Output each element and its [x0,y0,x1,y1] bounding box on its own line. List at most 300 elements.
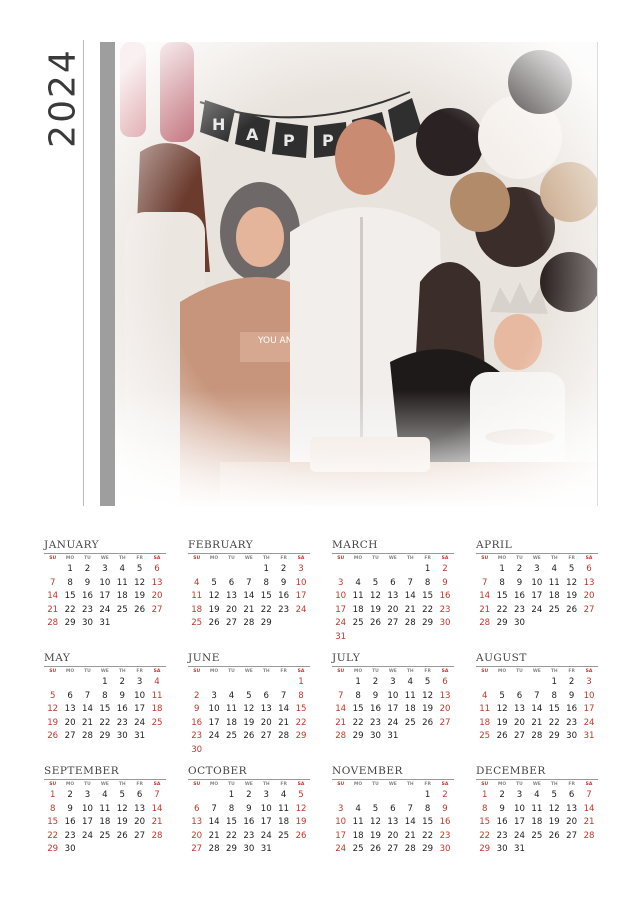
day-cell [188,563,205,577]
day-cell: 3 [586,677,592,687]
weekday-label: MO [497,782,507,787]
day-cell: 4 [355,803,361,814]
day-cell: 20 [583,591,595,602]
day-cell: 8 [102,690,108,701]
day-cell: 18 [531,817,543,828]
day-cell: 12 [422,690,434,701]
day-cell: 13 [439,690,451,701]
day-cell: 2 [193,690,200,701]
week-row [44,717,166,731]
day-cell: 9 [516,577,523,588]
day-cell [419,730,436,744]
day-cell: 18 [116,591,128,602]
weekday-label: TU [228,556,235,561]
day-cell: 11 [191,591,203,602]
week-row [476,590,598,604]
day-cell: 11 [479,704,491,715]
day-cell: 23 [191,731,203,742]
week-row [476,717,598,731]
day-cell [148,730,165,744]
day-cell: 25 [226,731,237,742]
week-row [188,617,310,631]
month-september [44,765,166,857]
day-cell [148,843,165,857]
day-cell: 8 [424,577,431,588]
day-cell [349,563,366,577]
day-cell: 10 [99,577,111,588]
week-row [476,730,598,744]
week-row [476,604,598,618]
day-cell: 15 [295,704,307,715]
day-cell: 3 [298,564,304,574]
day-cell: 11 [352,591,364,602]
day-cell: 14 [479,591,491,602]
day-cell: 21 [335,717,347,728]
day-cell: 25 [531,830,543,841]
day-cell: 9 [67,803,73,814]
day-cell: 30 [64,844,76,855]
day-cell: 9 [568,690,575,701]
weekday-label: WE [244,669,253,674]
day-cell: 26 [496,731,508,742]
day-cell: 3 [390,677,396,687]
day-cell: 12 [295,803,307,814]
week-row [44,843,166,857]
day-cell: 28 [583,830,595,841]
week-row [476,803,598,817]
weekday-label: SU [337,669,345,674]
day-cell: 9 [84,577,91,588]
day-cell [148,617,165,631]
day-cell: 22 [422,604,434,615]
day-cell: 22 [226,830,237,841]
day-cell: 22 [47,830,59,841]
day-cell: 31 [99,618,111,629]
day-cell [402,789,419,803]
month-name: MARCH [332,539,378,551]
day-cell: 26 [243,731,255,742]
day-cell: 24 [295,604,307,615]
day-cell: 26 [134,604,146,615]
day-cell: 3 [102,564,108,574]
day-cell: 2 [246,790,252,800]
day-cell: 17 [531,591,543,602]
month-name: DECEMBER [476,765,546,777]
day-cell: 8 [499,577,505,588]
day-cell: 11 [116,577,128,588]
week-row [188,730,310,744]
day-cell: 3 [516,790,523,800]
day-cell: 30 [191,744,203,755]
day-cell: 27 [566,830,578,841]
day-cell [493,676,510,690]
year-text: 2024 [42,47,84,148]
day-cell: 20 [134,817,146,828]
day-cell: 16 [64,817,76,828]
week-row [44,604,166,618]
week-row [44,703,166,717]
day-cell: 29 [99,731,111,742]
day-cell: 21 [278,717,290,728]
day-cell: 25 [151,717,163,728]
week-row [44,730,166,744]
day-cell: 5 [372,803,379,814]
day-cell [188,676,205,690]
week-row [476,676,598,690]
day-cell: 11 [151,690,163,701]
day-cell: 21 [404,604,416,615]
day-cell: 27 [191,844,203,855]
day-cell: 11 [99,803,111,814]
day-cell: 12 [370,817,381,828]
day-cell: 7 [407,803,413,814]
weekday-label: SA [441,556,449,561]
weekday-label: TU [372,669,379,674]
day-cell: 21 [208,830,220,841]
day-cell: 30 [439,844,451,855]
day-cell: 18 [151,704,163,715]
day-cell: 23 [566,717,578,728]
weekday-label: MO [353,556,363,561]
day-cell: 12 [566,577,578,588]
day-cell: 17 [99,591,111,602]
day-cell: 2 [119,677,125,687]
weekday-label: TH [262,669,270,674]
weekday-label: FR [280,669,287,674]
day-cell [332,676,349,690]
weekday-label: FR [136,782,143,787]
day-cell: 13 [566,803,578,814]
weekday-label: WE [100,556,109,561]
day-cell: 13 [387,817,399,828]
day-cell: 10 [387,690,399,701]
day-cell: 8 [49,803,56,814]
day-cell: 30 [116,731,128,742]
day-cell: 3 [211,690,217,701]
day-cell: 2 [372,677,379,687]
day-cell: 6 [390,803,396,814]
day-cell: 7 [211,803,217,814]
day-cell: 5 [568,564,575,574]
day-cell: 19 [422,704,434,715]
day-cell: 27 [514,731,525,742]
day-cell: 9 [280,577,287,588]
month-november [332,765,454,857]
week-row [44,676,166,690]
day-cell: 29 [479,844,491,855]
month-name: AUGUST [476,652,527,664]
weekday-header [332,667,454,676]
day-cell [205,789,222,803]
weekday-label: SA [153,782,161,787]
day-cell: 26 [295,830,307,841]
weekday-header [188,780,310,789]
day-cell: 27 [387,844,399,855]
day-cell: 12 [496,704,508,715]
day-cell: 14 [531,704,543,715]
weekday-label: TH [406,556,414,561]
day-cell: 22 [496,604,508,615]
day-cell: 21 [404,830,416,841]
day-cell: 11 [404,690,416,701]
weekday-label: MO [65,669,75,674]
week-row [188,789,310,803]
day-cell: 5 [136,564,143,574]
weekday-label: SU [49,782,57,787]
day-cell: 5 [424,677,431,687]
day-cell: 15 [99,704,111,715]
day-cell [205,563,222,577]
day-cell [223,563,240,577]
day-cell: 4 [102,790,108,800]
day-cell: 14 [404,591,416,602]
day-cell: 14 [583,803,595,814]
week-row [44,590,166,604]
week-row [188,830,310,844]
weekday-label: TU [372,556,379,561]
week-row [188,816,310,830]
day-cell: 19 [548,817,560,828]
day-cell: 8 [424,803,431,814]
week-row [332,631,454,645]
day-cell: 24 [99,604,111,615]
day-cell: 6 [390,577,396,588]
day-cell: 31 [387,731,399,742]
weekday-label: TU [228,782,235,787]
day-cell: 15 [548,704,560,715]
week-row [332,789,454,803]
day-cell: 1 [551,677,557,687]
day-cell [476,563,493,577]
month-name: NOVEMBER [332,765,403,777]
weekday-header [44,667,166,676]
week-row [476,789,598,803]
day-cell: 15 [47,817,59,828]
day-cell: 8 [228,803,235,814]
day-cell: 11 [531,803,543,814]
day-cell: 1 [298,677,304,687]
day-cell: 27 [151,604,163,615]
weekday-label: FR [280,782,287,787]
month-january [44,539,166,631]
day-cell: 27 [226,618,237,629]
weekday-label: TU [84,782,91,787]
week-row [188,577,310,591]
day-cell: 14 [243,591,255,602]
day-cell: 13 [226,591,237,602]
day-cell [384,563,401,577]
day-cell: 28 [404,618,416,629]
day-cell: 7 [407,577,413,588]
month-march [332,539,454,645]
week-row [332,590,454,604]
day-cell: 21 [583,817,595,828]
day-cell: 18 [226,717,237,728]
day-cell: 18 [278,817,290,828]
day-cell [44,676,61,690]
day-cell: 2 [442,790,448,800]
week-row [476,563,598,577]
day-cell: 1 [49,790,56,800]
day-cell: 6 [193,803,200,814]
day-cell: 26 [208,618,220,629]
day-cell: 20 [387,830,399,841]
day-cell [563,843,580,857]
day-cell [436,730,453,744]
week-row [332,703,454,717]
day-cell: 9 [193,704,200,715]
weekday-label: WE [388,782,397,787]
weekday-label: FR [280,556,287,561]
day-cell [275,676,292,690]
day-cell: 27 [64,731,76,742]
day-cell: 4 [193,577,200,588]
weekday-label: SA [153,556,161,561]
day-cell: 6 [228,577,235,588]
day-cell [240,563,257,577]
day-cell: 11 [278,803,290,814]
day-cell: 19 [243,717,255,728]
weekday-label: FR [424,669,431,674]
weekday-label: SA [585,669,593,674]
day-cell: 6 [568,790,575,800]
weekday-label: TH [550,669,558,674]
day-cell: 30 [243,844,255,855]
day-cell: 10 [208,704,220,715]
day-cell: 3 [136,677,143,687]
weekday-label: WE [100,669,109,674]
day-cell: 30 [514,618,525,629]
week-row [476,690,598,704]
day-cell: 17 [295,591,307,602]
day-cell: 25 [404,717,416,728]
day-cell: 13 [191,817,203,828]
day-cell [223,744,240,758]
day-cell [275,843,292,857]
day-cell: 10 [335,817,347,828]
day-cell: 4 [228,690,235,701]
day-cell: 1 [263,564,269,574]
day-cell: 20 [439,704,451,715]
day-cell: 6 [154,564,160,574]
day-cell: 20 [566,817,578,828]
day-cell: 13 [134,803,146,814]
day-cell: 21 [479,604,491,615]
day-cell [367,563,384,577]
day-cell: 20 [260,717,272,728]
day-cell: 16 [439,817,451,828]
month-june [188,652,310,758]
day-cell: 7 [534,690,540,701]
day-cell: 7 [280,690,287,701]
day-cell: 4 [154,677,160,687]
day-cell: 19 [47,717,59,728]
weekday-label: TH [550,556,558,561]
day-cell: 18 [404,704,416,715]
weekday-label: SU [49,556,57,561]
weekday-header [44,554,166,563]
day-cell: 12 [370,591,381,602]
day-cell: 24 [208,731,220,742]
day-cell: 23 [439,604,451,615]
week-row [44,690,166,704]
day-cell: 5 [211,577,217,588]
month-name: OCTOBER [188,765,248,777]
day-cell: 29 [295,731,307,742]
month-october [188,765,310,857]
month-name: APRIL [476,539,513,551]
day-cell: 26 [548,830,560,841]
day-cell: 19 [208,604,220,615]
week-row [188,690,310,704]
day-cell: 27 [260,731,272,742]
day-cell: 13 [583,577,595,588]
day-cell: 19 [566,591,578,602]
day-cell: 22 [260,604,272,615]
day-cell: 23 [370,717,381,728]
day-cell: 28 [531,731,543,742]
day-cell: 14 [335,704,347,715]
day-cell: 2 [442,564,448,574]
day-cell: 24 [260,830,272,841]
day-cell: 5 [246,690,252,701]
day-cell: 10 [82,803,93,814]
day-cell: 10 [295,577,307,588]
day-cell: 10 [335,591,347,602]
day-cell: 29 [496,618,508,629]
day-cell: 26 [370,844,381,855]
weekday-label: FR [424,782,431,787]
day-cell: 17 [387,704,399,715]
day-cell: 7 [84,690,91,701]
day-cell: 5 [49,690,56,701]
day-cell: 7 [481,577,488,588]
day-cell: 22 [64,604,76,615]
day-cell: 19 [370,604,381,615]
day-cell: 3 [84,790,91,800]
day-cell: 31 [514,844,525,855]
week-row [332,577,454,591]
day-cell: 8 [355,690,361,701]
day-cell: 25 [548,604,560,615]
day-cell: 28 [208,844,220,855]
day-cell: 31 [335,631,347,642]
weekday-label: SA [441,669,449,674]
day-cell: 13 [64,704,76,715]
day-cell: 17 [260,817,272,828]
day-cell: 21 [82,717,93,728]
weekday-label: SU [193,556,201,561]
day-cell [258,676,275,690]
day-cell [384,789,401,803]
day-cell: 24 [134,717,146,728]
day-cell: 27 [134,830,146,841]
day-cell [402,631,419,645]
weekday-label: SU [481,556,489,561]
day-cell: 5 [499,690,505,701]
day-cell: 25 [278,830,290,841]
month-name: FEBRUARY [188,539,254,551]
day-cell: 6 [136,790,143,800]
weekday-label: SA [297,556,305,561]
week-row [44,803,166,817]
weekday-label: WE [388,669,397,674]
month-july [332,652,454,744]
day-cell: 6 [586,564,592,574]
day-cell: 29 [64,618,76,629]
day-cell: 12 [116,803,128,814]
day-cell: 1 [67,564,73,574]
